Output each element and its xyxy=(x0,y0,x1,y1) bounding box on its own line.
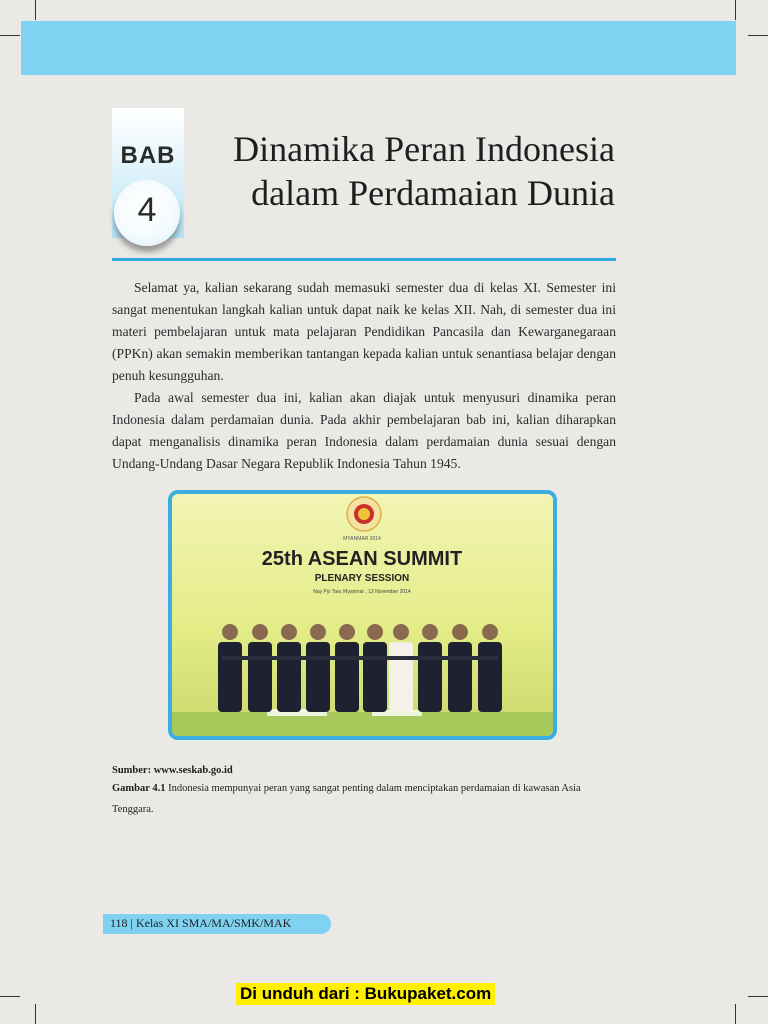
chapter-title-line2: dalam Perdamaian Dunia xyxy=(251,173,615,213)
intro-text xyxy=(112,277,616,475)
leader-head xyxy=(422,624,438,640)
joined-hands xyxy=(222,656,498,660)
leader-figure xyxy=(448,642,472,712)
leader-head xyxy=(252,624,268,640)
leader-head xyxy=(310,624,326,640)
leader-head xyxy=(222,624,238,640)
chapter-label: BAB xyxy=(120,142,176,169)
leader-figure xyxy=(363,642,387,712)
leader-head xyxy=(482,624,498,640)
crop-mark xyxy=(35,0,36,20)
leader-head xyxy=(367,624,383,640)
leader-figure xyxy=(335,642,359,712)
banner-venue: Nay Pyi Taw, Myanmar , 12 November 2014 xyxy=(313,589,411,595)
chapter-title-line1: Dinamika Peran Indonesia xyxy=(233,129,615,169)
figure-label: Gambar 4.1 xyxy=(112,783,166,794)
leader-head xyxy=(339,624,355,640)
page-info: 118 | Kelas XI SMA/MA/SMK/MAK xyxy=(110,916,292,930)
banner-title: 25th ASEAN SUMMIT xyxy=(261,548,463,570)
intro-paragraph-1: Selamat ya, kalian sekarang sudah memasuki semester dua di kelas XI. Semester ini sangat menentukan langkah kalian untuk dapat naik ke kelas XII. Nah, di semester dua ini materi pembelajaran untuk mata pelajaran Pendidikan Pancasila dan Kewarganegaraan (PPKn) akan semakin memberikan tantangan kepada kalian untuk senantiasa belajar dengan penuh kesungguhan. xyxy=(112,280,616,383)
leader-figure xyxy=(248,642,272,712)
crop-mark xyxy=(735,1004,736,1024)
leader-figure xyxy=(277,642,301,712)
leader-figure xyxy=(389,642,413,712)
crop-mark xyxy=(35,1004,36,1024)
leader-head xyxy=(452,624,468,640)
leader-figure xyxy=(478,642,502,712)
title-divider xyxy=(112,258,616,261)
leader-figure xyxy=(418,642,442,712)
crop-mark xyxy=(748,996,768,997)
banner-subtitle: PLENARY SESSION xyxy=(314,573,410,584)
chapter-title xyxy=(175,127,615,215)
figure-source: Sumber: www.seskab.go.id xyxy=(112,765,233,776)
summit-photo-illustration xyxy=(172,494,553,736)
leader-figure xyxy=(306,642,330,712)
crop-mark xyxy=(735,0,736,20)
chapter-number: 4 xyxy=(137,191,157,229)
download-source-banner: Di unduh dari : Bukupaket.com xyxy=(236,983,495,1005)
intro-paragraph-2: Pada awal semester dua ini, kalian akan diajak untuk menyusuri dinamika peran Indonesia dalam perdamaian dunia. Pada akhir pembelajaran bab ini, kalian diharapkan dapat menganalisis dinamika peran Indonesia dalam perdamaian dunia sesuai dengan Undang-Undang Dasar Negara Republik Indonesia Tahun 1945. xyxy=(112,390,616,471)
header-band xyxy=(21,21,736,75)
crop-mark xyxy=(0,996,20,997)
leader-figure xyxy=(218,642,242,712)
leader-head xyxy=(393,624,409,640)
crop-mark xyxy=(748,35,768,36)
figure-caption-text: Indonesia mempunyai peran yang sangat penting dalam menciptakan perdamaian di kawasan Asia Tenggara. xyxy=(112,783,581,815)
asean-emblem xyxy=(347,497,381,531)
leader-head xyxy=(281,624,297,640)
crop-mark xyxy=(0,35,20,36)
banner-small-text: MYANMAR 2014 xyxy=(343,536,381,542)
figure-caption xyxy=(112,764,616,820)
summit-photo xyxy=(168,490,557,740)
